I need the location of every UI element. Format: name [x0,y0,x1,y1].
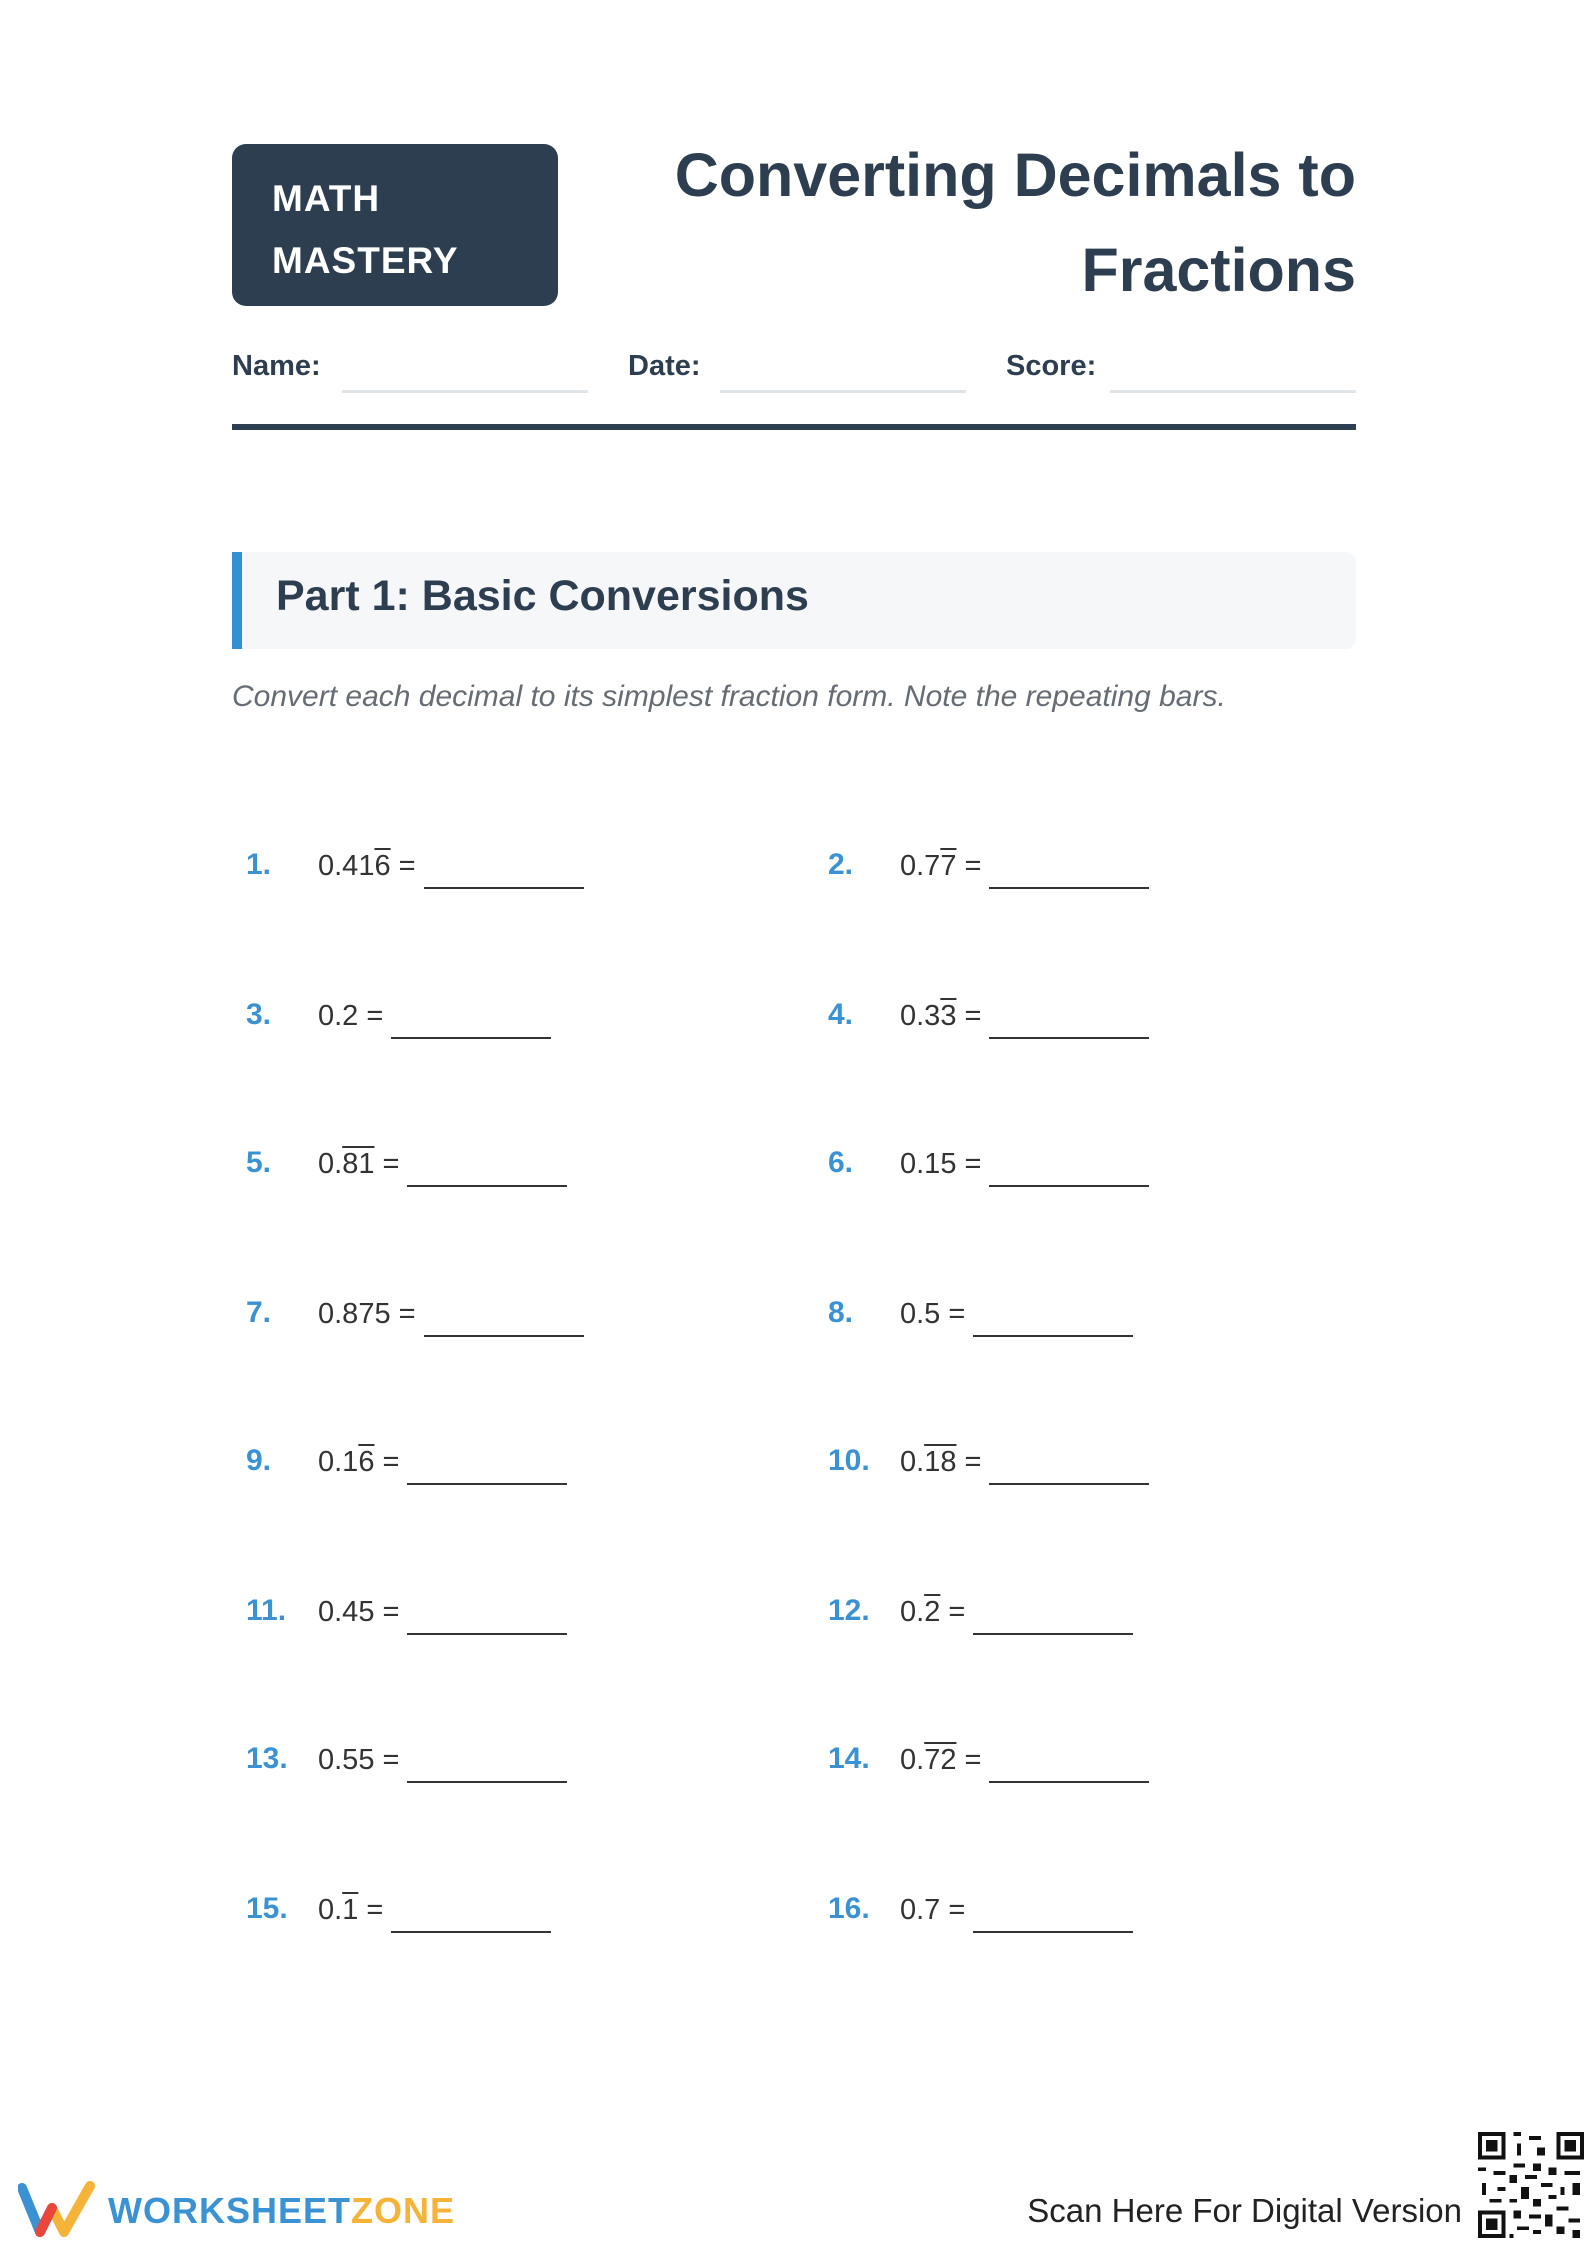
answer-blank[interactable] [391,1931,551,1933]
repeating-digits: 1 [342,1894,359,1926]
problem-item [828,1434,1288,1494]
title-line2: Fractions [1081,236,1356,304]
brand-line2: MASTERY [272,240,459,281]
decimal-prefix: 0. [900,1446,925,1478]
problem-number: 12. [828,1594,870,1627]
equals-sign: = [374,1148,400,1180]
problem-number: 1. [246,848,272,881]
date-field[interactable] [720,390,966,393]
problem-number: 5. [246,1146,272,1179]
equals-sign: = [358,1894,384,1926]
repeating-digits: 18 [924,1446,957,1478]
problem-number: 13. [246,1742,288,1775]
date-label: Date: [628,350,701,382]
problem-number: 9. [246,1444,272,1477]
problem-number: 4. [828,998,854,1031]
problem-item [828,1882,1288,1942]
problem-expression [900,1596,1133,1635]
decimal-prefix: 0. [318,1148,343,1180]
title-line1: Converting Decimals to [674,141,1356,209]
equals-sign: = [956,1000,982,1032]
problem-number: 11. [246,1594,287,1627]
problem-item [828,988,1288,1048]
answer-blank[interactable] [407,1633,567,1635]
problem-item [246,988,706,1048]
repeating-digits: 2 [924,1596,941,1628]
problem-item [246,1136,706,1196]
problem-item [828,1732,1288,1792]
answer-blank[interactable] [973,1633,1133,1635]
problem-item [828,1286,1288,1346]
equals-sign: = [956,1744,982,1776]
problem-number: 3. [246,998,272,1031]
problem-number: 16. [828,1892,870,1925]
decimal-prefix: 0.3 [900,1000,941,1032]
problem-item [246,1434,706,1494]
problem-expression [318,1744,567,1783]
answer-blank[interactable] [407,1185,567,1187]
problem-expression [900,1894,1133,1933]
footer-brand-part1: WORKSHEET [108,2190,351,2231]
problem-number: 8. [828,1296,854,1329]
equals-sign: = [374,1744,400,1776]
qr-code-icon[interactable] [1474,2128,1588,2242]
answer-blank[interactable] [989,1037,1149,1039]
footer-brand [108,2190,455,2232]
decimal-prefix: 0.7 [900,1894,941,1926]
decimal-prefix: 0.15 [900,1148,957,1180]
answer-blank[interactable] [407,1483,567,1485]
answer-blank[interactable] [989,1185,1149,1187]
problem-number: 6. [828,1146,854,1179]
section-title: Part 1: Basic Conversions [276,572,809,620]
decimal-prefix: 0. [900,1744,925,1776]
problem-item [828,1584,1288,1644]
instructions: Convert each decimal to its simplest fraction form. Note the repeating bars. [232,680,1226,713]
decimal-prefix: 0.1 [318,1446,359,1478]
worksheetzone-logo-icon [18,2180,98,2240]
problem-item [828,1136,1288,1196]
repeating-digits: 72 [924,1744,957,1776]
name-label: Name: [232,350,321,382]
equals-sign: = [390,850,416,882]
equals-sign: = [358,1000,384,1032]
problem-expression [900,1744,1149,1783]
problem-expression [318,1894,551,1933]
problem-expression [900,1298,1133,1337]
repeating-digits: 7 [940,850,957,882]
repeating-digits: 6 [374,850,391,882]
problem-number: 2. [828,848,854,881]
decimal-prefix: 0.2 [318,1000,359,1032]
decimal-prefix: 0. [900,1596,925,1628]
equals-sign: = [374,1446,400,1478]
problem-expression [318,1000,551,1039]
problem-number: 15. [246,1892,288,1925]
problem-expression [900,1446,1149,1485]
problem-expression [900,1000,1149,1039]
answer-blank[interactable] [973,1335,1133,1337]
section-header [232,552,1356,649]
repeating-digits: 6 [358,1446,375,1478]
equals-sign: = [390,1298,416,1330]
answer-blank[interactable] [391,1037,551,1039]
decimal-prefix: 0.5 [900,1298,941,1330]
decimal-prefix: 0.55 [318,1744,375,1776]
decimal-prefix: 0.7 [900,850,941,882]
decimal-prefix: 0.41 [318,850,375,882]
footer-brand-part2: ZONE [351,2190,456,2231]
answer-blank[interactable] [424,1335,584,1337]
problem-expression [318,1446,567,1485]
answer-blank[interactable] [989,887,1149,889]
equals-sign: = [956,1148,982,1180]
answer-blank[interactable] [407,1781,567,1783]
page-title [636,128,1356,318]
equals-sign: = [956,850,982,882]
problem-expression [900,1148,1149,1187]
decimal-prefix: 0.875 [318,1298,391,1330]
decimal-prefix: 0.45 [318,1596,375,1628]
answer-blank[interactable] [424,887,584,889]
problem-item [828,838,1288,898]
header-divider [232,424,1356,430]
repeating-digits: 81 [342,1148,375,1180]
equals-sign: = [956,1446,982,1478]
problem-expression [318,1148,567,1187]
problem-expression [318,1596,567,1635]
repeating-digits: 3 [940,1000,957,1032]
equals-sign: = [940,1298,966,1330]
answer-blank[interactable] [973,1931,1133,1933]
scan-text: Scan Here For Digital Version [1027,2192,1462,2229]
decimal-prefix: 0. [318,1894,343,1926]
problem-expression [318,850,584,889]
problem-item [246,1286,706,1346]
brand-line1: MATH [272,178,381,219]
problem-expression [900,850,1149,889]
problem-number: 10. [828,1444,870,1477]
brand-badge [232,144,558,306]
problem-expression [318,1298,584,1337]
name-field[interactable] [342,390,588,393]
score-label: Score: [1006,350,1097,382]
equals-sign: = [940,1894,966,1926]
problem-item [246,1732,706,1792]
problem-item [246,1584,706,1644]
problem-number: 14. [828,1742,870,1775]
problem-number: 7. [246,1296,272,1329]
equals-sign: = [940,1596,966,1628]
answer-blank[interactable] [989,1483,1149,1485]
problem-item [246,1882,706,1942]
problem-item [246,838,706,898]
score-field[interactable] [1110,390,1356,393]
equals-sign: = [374,1596,400,1628]
answer-blank[interactable] [989,1781,1149,1783]
